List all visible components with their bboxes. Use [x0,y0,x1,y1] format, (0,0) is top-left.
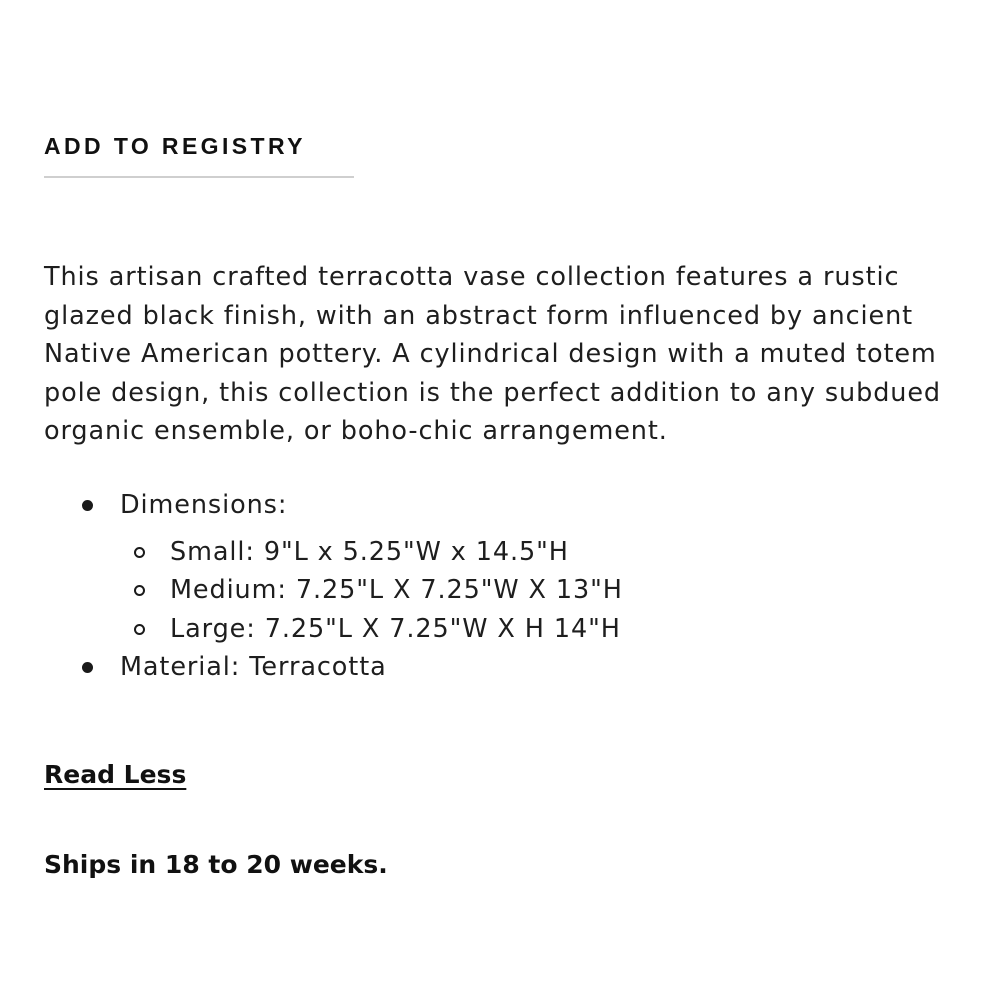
registry-section [44,133,354,160]
list-item-dimensions [44,486,623,648]
dimensions-sublist [120,533,623,649]
bullet-circle-icon [134,585,145,596]
dimensions-label: Dimensions: [120,490,288,520]
product-description: This artisan crafted terracotta vase collection features a rustic glazed black finish, with an abstract form influenced by ancient Native American pottery. A cylindrical design with a muted totem pole design, this collection is the perfect addition to any subdued organic ensemble, or boho-chic arrangement. [44,262,942,447]
registry-divider [44,176,354,178]
dimension-large-text: Large: 7.25"L X 7.25"W X H 14"H [170,613,621,644]
bullet-circle-icon [134,624,145,635]
dimension-small-text: Small: 9"L x 5.25"W x 14.5"H [170,536,569,567]
bullet-disc-icon [82,662,93,673]
list-item-dimension-medium [120,571,623,610]
list-item-dimension-small [120,533,623,572]
add-to-registry-button[interactable]: ADD TO REGISTRY [44,133,306,159]
material-text: Material: Terracotta [120,652,387,683]
bullet-disc-icon [82,500,93,511]
list-item-material [44,648,623,687]
bullet-circle-icon [134,547,145,558]
product-specs-list [44,486,623,687]
dimension-medium-text: Medium: 7.25"L X 7.25"W X 13"H [170,575,623,606]
read-less-link[interactable]: Read Less [44,760,187,789]
list-item-dimension-large [120,610,623,649]
shipping-estimate: Ships in 18 to 20 weeks. [44,850,388,879]
